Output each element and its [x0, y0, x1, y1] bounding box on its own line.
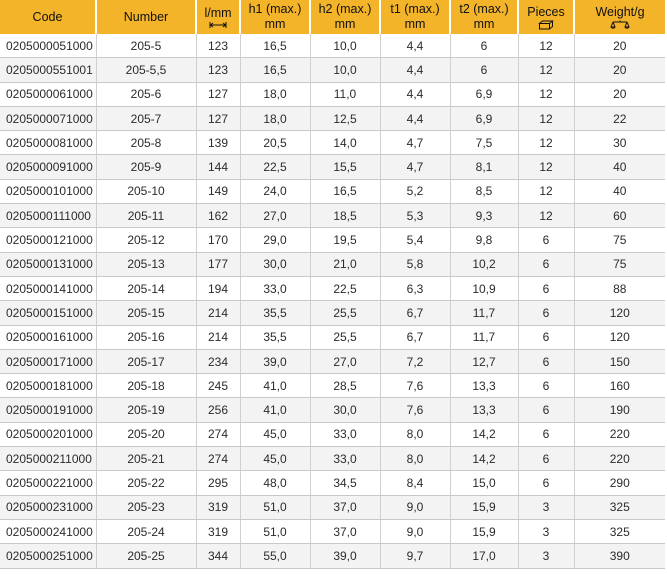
- cell-pieces: 6: [518, 471, 574, 495]
- cell-weight: 325: [574, 495, 665, 519]
- cell-weight: 120: [574, 325, 665, 349]
- cell-length: 274: [196, 422, 240, 446]
- cell-t1: 8,0: [380, 447, 450, 471]
- table-row: [0, 471, 665, 495]
- cell-number: 205-5,5: [96, 58, 196, 82]
- cell-t1: 6,7: [380, 301, 450, 325]
- cell-t2: 9,8: [450, 228, 518, 252]
- cell-t1: 4,4: [380, 58, 450, 82]
- cell-h1: 22,5: [240, 155, 310, 179]
- cell-length: 319: [196, 495, 240, 519]
- cell-h1: 48,0: [240, 471, 310, 495]
- cell-h1: 55,0: [240, 544, 310, 568]
- cell-h1: 16,5: [240, 34, 310, 58]
- cell-weight: 40: [574, 155, 665, 179]
- cell-h2: 18,5: [310, 204, 380, 228]
- cell-weight: 75: [574, 228, 665, 252]
- cell-t2: 14,2: [450, 422, 518, 446]
- header-length-label: l/mm: [204, 5, 232, 20]
- cell-number: 205-18: [96, 374, 196, 398]
- cell-t2: 6,9: [450, 82, 518, 106]
- cell-length: 127: [196, 106, 240, 130]
- cell-h2: 37,0: [310, 495, 380, 519]
- cell-h2: 25,5: [310, 301, 380, 325]
- cell-weight: 22: [574, 106, 665, 130]
- cell-h2: 14,0: [310, 131, 380, 155]
- cell-h2: 22,5: [310, 276, 380, 300]
- cell-length: 319: [196, 519, 240, 543]
- header-length: [196, 0, 240, 34]
- cell-code: 0205000241000: [0, 519, 96, 543]
- cell-pieces: 6: [518, 228, 574, 252]
- cell-code: 0205000221000: [0, 471, 96, 495]
- cell-t1: 7,6: [380, 398, 450, 422]
- table-row: [0, 204, 665, 228]
- cell-t2: 9,3: [450, 204, 518, 228]
- cell-weight: 40: [574, 179, 665, 203]
- cell-number: 205-10: [96, 179, 196, 203]
- header-t2: [450, 0, 518, 34]
- header-h1: [240, 0, 310, 34]
- header-number: Number: [96, 0, 196, 34]
- header-t2-line2: mm: [473, 17, 495, 31]
- table-row: [0, 106, 665, 130]
- cell-length: 123: [196, 34, 240, 58]
- header-pieces: [518, 0, 574, 34]
- cell-weight: 325: [574, 519, 665, 543]
- scale-icon: [575, 20, 665, 30]
- cell-number: 205-9: [96, 155, 196, 179]
- cell-length: 144: [196, 155, 240, 179]
- cell-t2: 10,2: [450, 252, 518, 276]
- cell-code: 0205000051000: [0, 34, 96, 58]
- cell-t2: 12,7: [450, 349, 518, 373]
- cell-code: 0205000201000: [0, 422, 96, 446]
- cell-pieces: 3: [518, 519, 574, 543]
- cell-t2: 11,7: [450, 325, 518, 349]
- cell-pieces: 12: [518, 131, 574, 155]
- cell-h1: 51,0: [240, 519, 310, 543]
- table-row: [0, 179, 665, 203]
- header-t1-line1: t1 (max.): [390, 2, 440, 16]
- cell-pieces: 12: [518, 155, 574, 179]
- table-row: [0, 495, 665, 519]
- cell-length: 295: [196, 471, 240, 495]
- cell-code: 0205000161000: [0, 325, 96, 349]
- cell-t2: 14,2: [450, 447, 518, 471]
- cell-number: 205-23: [96, 495, 196, 519]
- cell-t2: 15,9: [450, 519, 518, 543]
- cell-t1: 5,4: [380, 228, 450, 252]
- cell-weight: 390: [574, 544, 665, 568]
- cell-weight: 20: [574, 58, 665, 82]
- cell-h1: 39,0: [240, 349, 310, 373]
- cell-length: 123: [196, 58, 240, 82]
- cell-h2: 28,5: [310, 374, 380, 398]
- cell-t1: 4,7: [380, 155, 450, 179]
- cell-h1: 41,0: [240, 398, 310, 422]
- cell-h1: 45,0: [240, 447, 310, 471]
- cell-code: 0205000061000: [0, 82, 96, 106]
- cell-code: 0205000171000: [0, 349, 96, 373]
- cell-code: 0205000181000: [0, 374, 96, 398]
- cell-t2: 8,1: [450, 155, 518, 179]
- cell-pieces: 12: [518, 82, 574, 106]
- cell-pieces: 6: [518, 422, 574, 446]
- cell-pieces: 6: [518, 325, 574, 349]
- cell-t1: 4,4: [380, 34, 450, 58]
- table-row: [0, 374, 665, 398]
- cell-pieces: 6: [518, 374, 574, 398]
- cell-pieces: 6: [518, 447, 574, 471]
- cell-code: 0205000151000: [0, 301, 96, 325]
- cell-number: 205-6: [96, 82, 196, 106]
- cell-t1: 6,7: [380, 325, 450, 349]
- header-weight: [574, 0, 665, 34]
- cell-h1: 30,0: [240, 252, 310, 276]
- cell-pieces: 6: [518, 301, 574, 325]
- cell-h2: 10,0: [310, 34, 380, 58]
- cell-t1: 5,2: [380, 179, 450, 203]
- cell-t2: 7,5: [450, 131, 518, 155]
- cell-h1: 51,0: [240, 495, 310, 519]
- cell-length: 214: [196, 301, 240, 325]
- cell-pieces: 6: [518, 398, 574, 422]
- table-row: [0, 422, 665, 446]
- cell-length: 245: [196, 374, 240, 398]
- header-row: [0, 0, 665, 34]
- cell-h2: 37,0: [310, 519, 380, 543]
- header-h2: [310, 0, 380, 34]
- cell-number: 205-17: [96, 349, 196, 373]
- cell-code: 0205000191000: [0, 398, 96, 422]
- cell-t1: 8,0: [380, 422, 450, 446]
- cell-code: 0205000121000: [0, 228, 96, 252]
- cell-h1: 16,5: [240, 58, 310, 82]
- cell-weight: 220: [574, 422, 665, 446]
- length-dimension-icon: [197, 21, 239, 29]
- cell-code: 0205000211000: [0, 447, 96, 471]
- table-row: [0, 447, 665, 471]
- cell-number: 205-21: [96, 447, 196, 471]
- cell-t1: 7,6: [380, 374, 450, 398]
- cell-number: 205-11: [96, 204, 196, 228]
- cell-t2: 15,9: [450, 495, 518, 519]
- cell-h1: 35,5: [240, 301, 310, 325]
- cell-pieces: 6: [518, 349, 574, 373]
- package-box-icon: [519, 20, 573, 30]
- cell-number: 205-19: [96, 398, 196, 422]
- cell-number: 205-25: [96, 544, 196, 568]
- cell-number: 205-22: [96, 471, 196, 495]
- header-weight-label: Weight/g: [595, 4, 645, 19]
- cell-code: 0205000101000: [0, 179, 96, 203]
- cell-h1: 24,0: [240, 179, 310, 203]
- cell-weight: 220: [574, 447, 665, 471]
- cell-length: 274: [196, 447, 240, 471]
- cell-length: 149: [196, 179, 240, 203]
- header-pieces-label: Pieces: [527, 4, 565, 19]
- table-row: [0, 544, 665, 568]
- cell-h1: 35,5: [240, 325, 310, 349]
- cell-weight: 150: [574, 349, 665, 373]
- cell-h1: 18,0: [240, 106, 310, 130]
- cell-length: 127: [196, 82, 240, 106]
- cell-length: 234: [196, 349, 240, 373]
- cell-t1: 5,3: [380, 204, 450, 228]
- table-row: [0, 228, 665, 252]
- header-h2-line1: h2 (max.): [318, 2, 372, 16]
- cell-code: 0205000251000: [0, 544, 96, 568]
- table-row: [0, 398, 665, 422]
- cell-h1: 33,0: [240, 276, 310, 300]
- cell-weight: 75: [574, 252, 665, 276]
- table-row: [0, 58, 665, 82]
- cell-h1: 18,0: [240, 82, 310, 106]
- cell-h2: 27,0: [310, 349, 380, 373]
- cell-h2: 19,5: [310, 228, 380, 252]
- cell-length: 170: [196, 228, 240, 252]
- cell-pieces: 12: [518, 106, 574, 130]
- table-body: [0, 34, 665, 568]
- cell-pieces: 3: [518, 495, 574, 519]
- cell-number: 205-8: [96, 131, 196, 155]
- cell-t2: 8,5: [450, 179, 518, 203]
- cell-t2: 6,9: [450, 106, 518, 130]
- cell-t1: 4,7: [380, 131, 450, 155]
- cell-h2: 15,5: [310, 155, 380, 179]
- cell-t1: 4,4: [380, 82, 450, 106]
- cell-weight: 190: [574, 398, 665, 422]
- cell-t1: 9,7: [380, 544, 450, 568]
- cell-h2: 33,0: [310, 422, 380, 446]
- cell-pieces: 12: [518, 204, 574, 228]
- cell-number: 205-12: [96, 228, 196, 252]
- cell-number: 205-7: [96, 106, 196, 130]
- cell-code: 0205000091000: [0, 155, 96, 179]
- cell-t1: 4,4: [380, 106, 450, 130]
- cell-t2: 17,0: [450, 544, 518, 568]
- cell-h1: 41,0: [240, 374, 310, 398]
- cell-h1: 45,0: [240, 422, 310, 446]
- cell-length: 177: [196, 252, 240, 276]
- cell-length: 344: [196, 544, 240, 568]
- cell-weight: 20: [574, 34, 665, 58]
- cell-weight: 20: [574, 82, 665, 106]
- table-row: [0, 519, 665, 543]
- cell-pieces: 12: [518, 179, 574, 203]
- cell-t1: 7,2: [380, 349, 450, 373]
- header-h2-line2: mm: [334, 17, 356, 31]
- header-h1-line2: mm: [264, 17, 286, 31]
- cell-t1: 9,0: [380, 519, 450, 543]
- cell-t1: 5,8: [380, 252, 450, 276]
- cell-code: 0205000551001: [0, 58, 96, 82]
- cell-number: 205-24: [96, 519, 196, 543]
- cell-t2: 13,3: [450, 398, 518, 422]
- cell-h1: 29,0: [240, 228, 310, 252]
- cell-t2: 11,7: [450, 301, 518, 325]
- cell-h1: 27,0: [240, 204, 310, 228]
- table-row: [0, 276, 665, 300]
- cell-h2: 10,0: [310, 58, 380, 82]
- cell-h2: 33,0: [310, 447, 380, 471]
- cell-t2: 15,0: [450, 471, 518, 495]
- cell-number: 205-20: [96, 422, 196, 446]
- cell-number: 205-5: [96, 34, 196, 58]
- cell-code: 0205000231000: [0, 495, 96, 519]
- cell-t2: 6: [450, 58, 518, 82]
- cell-code: 0205000111000: [0, 204, 96, 228]
- cell-weight: 60: [574, 204, 665, 228]
- header-h1-line1: h1 (max.): [248, 2, 302, 16]
- header-t1-line2: mm: [404, 17, 426, 31]
- cell-number: 205-15: [96, 301, 196, 325]
- cell-h1: 20,5: [240, 131, 310, 155]
- cell-length: 139: [196, 131, 240, 155]
- cell-t2: 10,9: [450, 276, 518, 300]
- cell-t2: 6: [450, 34, 518, 58]
- header-code: Code: [0, 0, 96, 34]
- cell-h2: 25,5: [310, 325, 380, 349]
- table-row: [0, 325, 665, 349]
- cell-t1: 9,0: [380, 495, 450, 519]
- cell-code: 0205000131000: [0, 252, 96, 276]
- cell-t2: 13,3: [450, 374, 518, 398]
- cell-h2: 21,0: [310, 252, 380, 276]
- cell-code: 0205000071000: [0, 106, 96, 130]
- cell-pieces: 3: [518, 544, 574, 568]
- cell-length: 214: [196, 325, 240, 349]
- cell-pieces: 6: [518, 252, 574, 276]
- cell-pieces: 6: [518, 276, 574, 300]
- table-row: [0, 155, 665, 179]
- cell-weight: 160: [574, 374, 665, 398]
- cell-pieces: 12: [518, 58, 574, 82]
- cell-h2: 30,0: [310, 398, 380, 422]
- cell-length: 162: [196, 204, 240, 228]
- cell-number: 205-16: [96, 325, 196, 349]
- cell-pieces: 12: [518, 34, 574, 58]
- cell-length: 194: [196, 276, 240, 300]
- cell-h2: 12,5: [310, 106, 380, 130]
- table-row: [0, 301, 665, 325]
- table-row: [0, 82, 665, 106]
- cell-weight: 30: [574, 131, 665, 155]
- table-row: [0, 131, 665, 155]
- cell-weight: 290: [574, 471, 665, 495]
- table-row: [0, 349, 665, 373]
- cell-weight: 88: [574, 276, 665, 300]
- cell-code: 0205000081000: [0, 131, 96, 155]
- table-row: [0, 252, 665, 276]
- cell-h2: 39,0: [310, 544, 380, 568]
- cell-h2: 16,5: [310, 179, 380, 203]
- cell-length: 256: [196, 398, 240, 422]
- cell-h2: 11,0: [310, 82, 380, 106]
- cell-code: 0205000141000: [0, 276, 96, 300]
- cell-weight: 120: [574, 301, 665, 325]
- cell-number: 205-13: [96, 252, 196, 276]
- table-row: [0, 34, 665, 58]
- cell-t1: 8,4: [380, 471, 450, 495]
- table-header: [0, 0, 665, 34]
- cell-h2: 34,5: [310, 471, 380, 495]
- cell-number: 205-14: [96, 276, 196, 300]
- cell-t1: 6,3: [380, 276, 450, 300]
- header-t1: [380, 0, 450, 34]
- header-t2-line1: t2 (max.): [459, 2, 509, 16]
